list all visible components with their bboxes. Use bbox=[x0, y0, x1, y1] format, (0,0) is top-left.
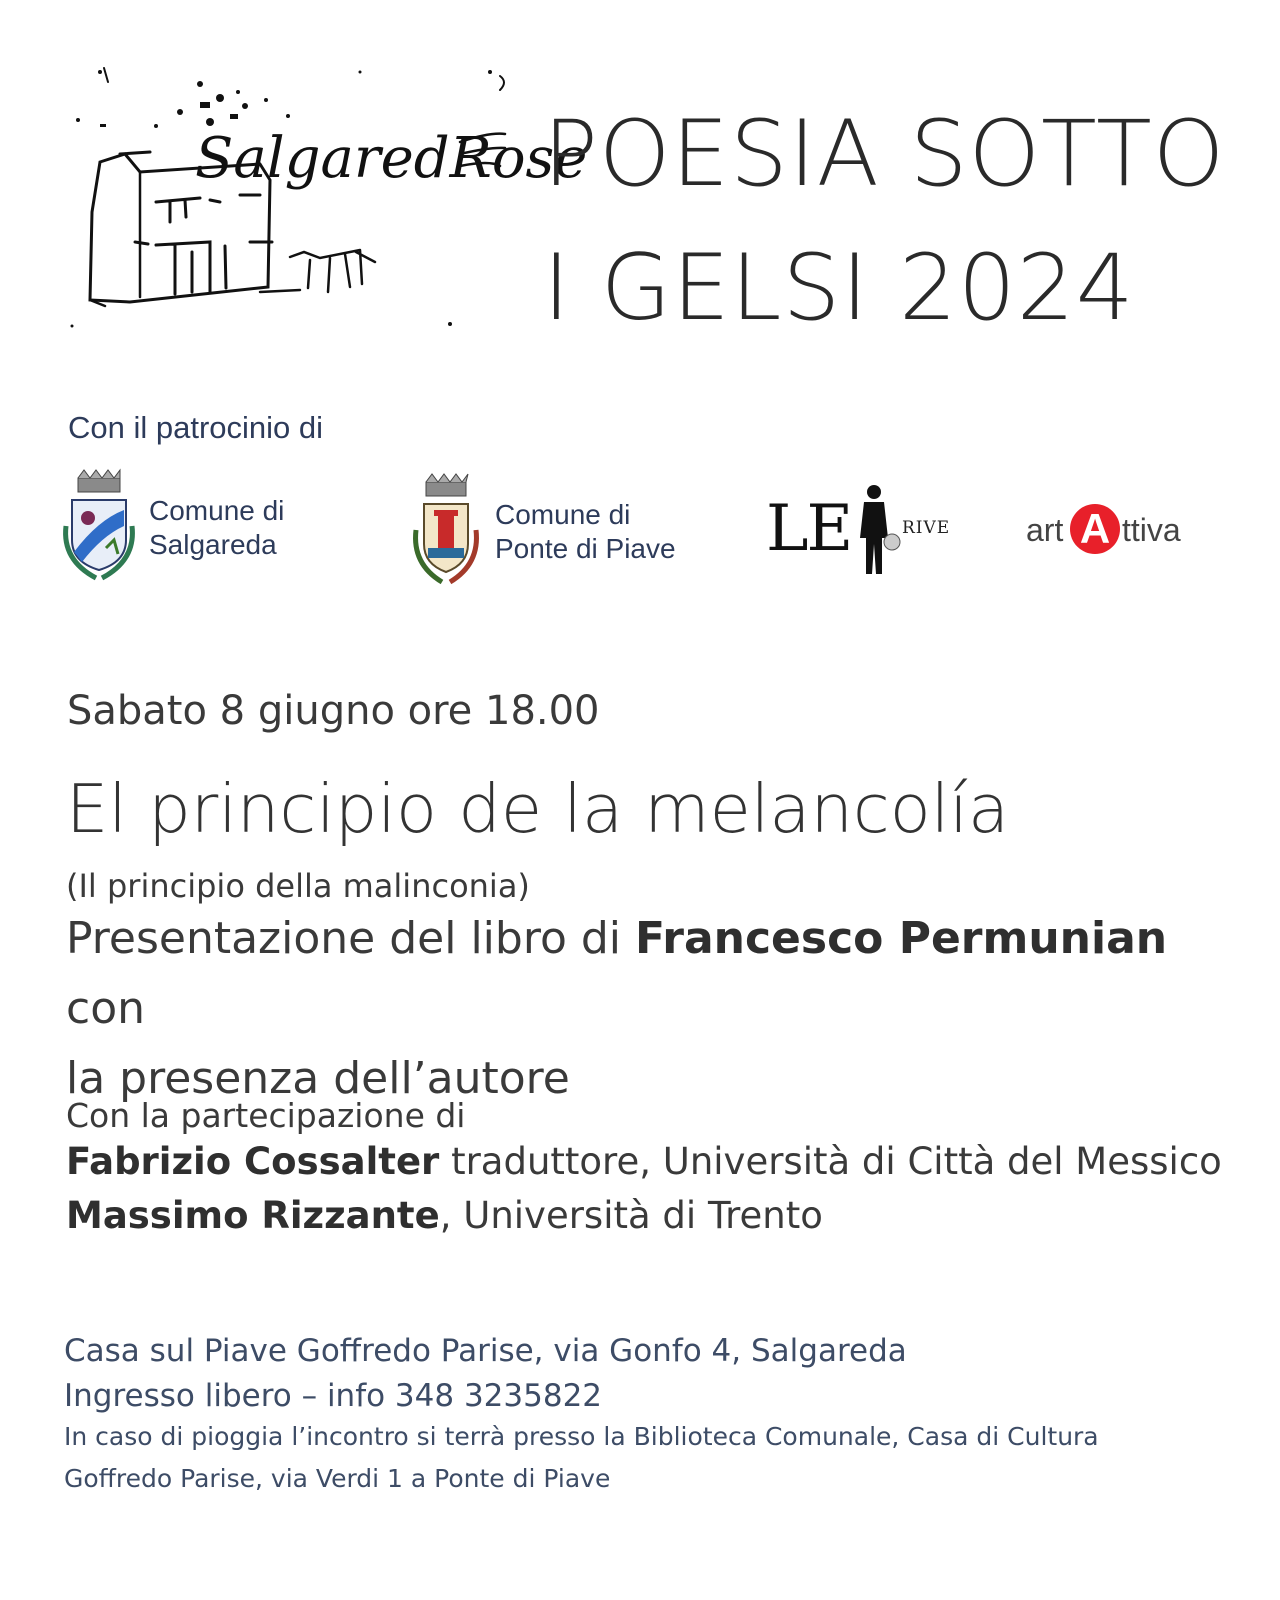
sponsor-ponte-line1: Comune di bbox=[495, 499, 631, 530]
sponsor-ponte-line2: Ponte di Piave bbox=[495, 533, 676, 564]
title-line-1: POESIA SOTTO bbox=[543, 102, 1226, 207]
venue-address: Casa sul Piave Goffredo Parise, via Gonfo 4, Salgareda bbox=[64, 1333, 907, 1369]
participant-name: Massimo Rizzante bbox=[66, 1194, 440, 1237]
le-rive-main-text: LE bbox=[766, 492, 852, 566]
participant-row bbox=[66, 1140, 1222, 1183]
sponsor-salgareda-line2: Salgareda bbox=[149, 529, 277, 560]
le-rive-logo bbox=[766, 484, 956, 580]
rain-notice-line-2: Goffredo Parise, via Verdi 1 a Ponte di Piave bbox=[64, 1464, 611, 1493]
presentation-suffix: con bbox=[66, 983, 145, 1034]
book-title: El principio de la melancolía bbox=[66, 770, 1010, 848]
salgaredrose-logo bbox=[60, 62, 588, 342]
rain-notice-line-1: In caso di pioggia l’incontro si terrà presso la Biblioteca Comunale, Casa di Cultura bbox=[64, 1422, 1099, 1451]
logo-signature: SalgaredRose bbox=[195, 126, 588, 191]
salgareda-coat-of-arms-icon bbox=[58, 470, 140, 584]
sponsor-ponte-di-piave bbox=[495, 498, 676, 566]
walking-figure-icon bbox=[852, 484, 902, 580]
participant-name: Fabrizio Cossalter bbox=[66, 1140, 440, 1183]
artattiva-text-right: ttiva bbox=[1122, 512, 1181, 548]
venue-entry-info: Ingresso libero – info 348 3235822 bbox=[64, 1378, 603, 1414]
artattiva-text-left: art bbox=[1026, 512, 1064, 548]
event-date: Sabato 8 giugno ore 18.00 bbox=[67, 688, 600, 734]
participant-row bbox=[66, 1194, 823, 1237]
sponsor-salgareda-line1: Comune di bbox=[149, 495, 285, 526]
artattiva-badge: A bbox=[1070, 504, 1120, 554]
presentation-line-2: la presenza dell’autore bbox=[66, 1053, 570, 1104]
presentation-text bbox=[66, 904, 1246, 1114]
ponte-di-piave-coat-of-arms-icon bbox=[408, 474, 484, 586]
title-line-2: I GELSI 2024 bbox=[543, 236, 1135, 341]
artattiva-logo bbox=[1026, 504, 1196, 560]
author-name: Francesco Permunian bbox=[635, 913, 1168, 964]
patronage-label: Con il patrocinio di bbox=[68, 410, 324, 445]
presentation-prefix: Presentazione del libro di bbox=[66, 913, 635, 964]
event-series-title bbox=[543, 88, 1263, 356]
participant-role: , Università di Trento bbox=[439, 1194, 823, 1237]
participation-label: Con la partecipazione di bbox=[66, 1096, 466, 1135]
participant-role: traduttore, Università di Città del Messico bbox=[439, 1140, 1222, 1183]
book-subtitle: (Il principio della malinconia) bbox=[66, 867, 530, 905]
sponsor-salgareda bbox=[149, 494, 284, 562]
le-rive-small-text: RIVE bbox=[902, 518, 951, 538]
